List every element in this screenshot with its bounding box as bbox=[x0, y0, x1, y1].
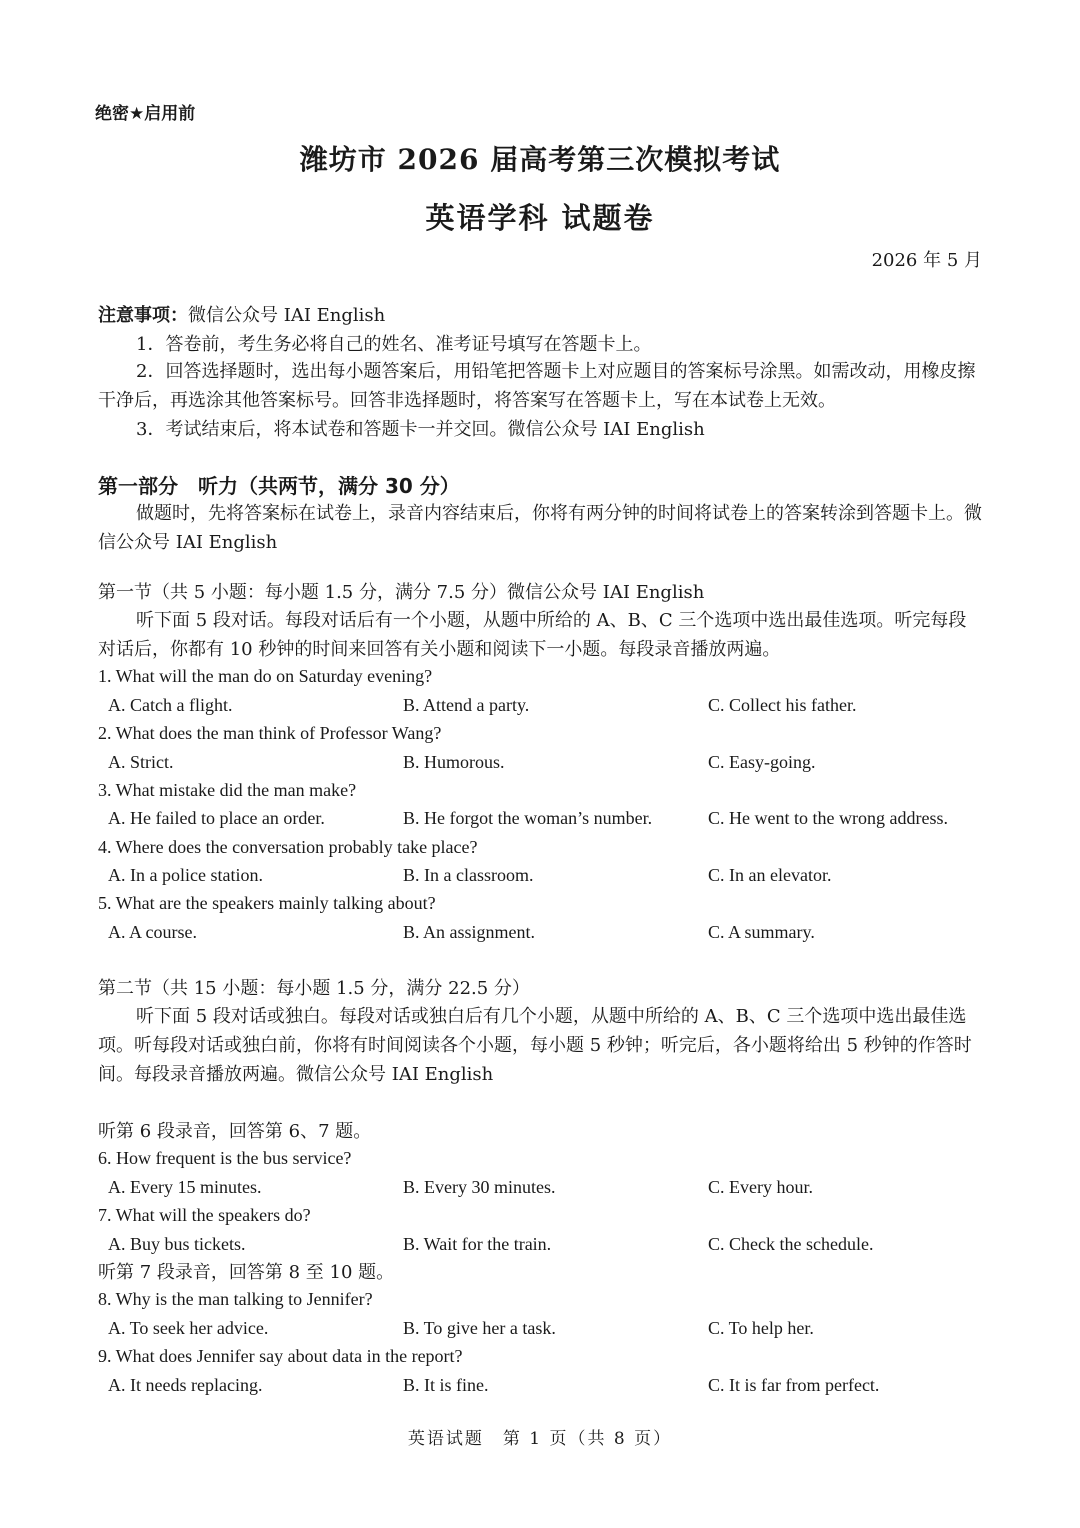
q3-option-b: B. He forgot the woman’s number. bbox=[403, 808, 653, 828]
question-7: 7. What will the speakers do? bbox=[98, 1205, 311, 1225]
exam-date: 2026 年 5 月 bbox=[871, 250, 982, 271]
notice-heading-line bbox=[98, 301, 983, 330]
q7-option-c: C. Check the schedule. bbox=[708, 1234, 874, 1254]
q7-option-b: B. Wait for the train. bbox=[403, 1234, 552, 1254]
section2-intro: 听下面 5 段对话或独白。每段对话或独白后有几个小题，从题中所给的 A、B、C 三个选项中选出最佳选项。听每段对话或独白前，你将有时间阅读各个小题，每小题 5 秒钟；听完后，各小题将给出 5 秒钟的作答时间。每段录音播放两遍。微信公众号 IAI English bbox=[98, 1006, 972, 1085]
exam-title: 潍坊市 2026 届高考第三次模拟考试 bbox=[299, 143, 781, 176]
question-1: 1. What will the man do on Saturday evening? bbox=[98, 666, 433, 686]
group6-instruction: 听第 6 段录音，回答第 6、7 题。 bbox=[98, 1121, 372, 1142]
q4-option-c: C. In an elevator. bbox=[708, 865, 832, 885]
q5-option-a: A. A course. bbox=[108, 922, 197, 942]
q9-option-b: B. It is fine. bbox=[403, 1375, 489, 1395]
q5-option-c: C. A summary. bbox=[708, 922, 815, 942]
question-8: 8. Why is the man talking to Jennifer? bbox=[98, 1289, 373, 1309]
group7-instruction: 听第 7 段录音，回答第 8 至 10 题。 bbox=[98, 1262, 395, 1283]
q9-option-c: C. It is far from perfect. bbox=[708, 1375, 880, 1395]
section2-heading: 第二节（共 15 小题：每小题 1.5 分，满分 22.5 分） bbox=[98, 978, 530, 999]
q6-option-c: C. Every hour. bbox=[708, 1177, 813, 1197]
part1-heading: 第一部分 听力（共两节，满分 30 分） bbox=[98, 474, 460, 498]
question-9: 9. What does Jennifer say about data in the report? bbox=[98, 1346, 463, 1366]
confidential-mark: 绝密★启用前 bbox=[95, 104, 196, 124]
q9-option-a: A. It needs replacing. bbox=[108, 1375, 263, 1395]
q8-option-b: B. To give her a task. bbox=[403, 1318, 556, 1338]
q8-option-c: C. To help her. bbox=[708, 1318, 814, 1338]
q3-option-c: C. He went to the wrong address. bbox=[708, 808, 948, 828]
q7-option-a: A. Buy bus tickets. bbox=[108, 1234, 246, 1254]
q2-option-b: B. Humorous. bbox=[403, 752, 505, 772]
notice-item-1: 1．答卷前，考生务必将自己的姓名、准考证号填写在答题卡上。 bbox=[136, 334, 652, 355]
part1-intro: 做题时，先将答案标在试卷上，录音内容结束后，你将有两分钟的时间将试卷上的答案转涂到答题卡上。微信公众号 IAI English bbox=[98, 503, 982, 553]
question-4: 4. Where does the conversation probably take place? bbox=[98, 837, 478, 857]
question-6: 6. How frequent is the bus service? bbox=[98, 1148, 352, 1168]
question-3: 3. What mistake did the man make? bbox=[98, 780, 357, 800]
notice-item-2: 2．回答选择题时，选出每小题答案后，用铅笔把答题卡上对应题目的答案标号涂黑。如需改动，用橡皮擦干净后，再选涂其他答案标号。回答非选择题时，将答案写在答题卡上，写在本试卷上无效。 bbox=[98, 361, 976, 411]
q5-option-b: B. An assignment. bbox=[403, 922, 536, 942]
q2-option-a: A. Strict. bbox=[108, 752, 174, 772]
q1-option-b: B. Attend a party. bbox=[403, 695, 530, 715]
q3-option-a: A. He failed to place an order. bbox=[108, 808, 325, 828]
q2-option-c: C. Easy-going. bbox=[708, 752, 816, 772]
q6-option-a: A. Every 15 minutes. bbox=[108, 1177, 262, 1197]
q4-option-b: B. In a classroom. bbox=[403, 865, 534, 885]
notice-heading-tag: 微信公众号 IAI English bbox=[188, 305, 386, 326]
notice-item-3: 3．考试结束后，将本试卷和答题卡一并交回。微信公众号 IAI English bbox=[136, 419, 705, 440]
q1-option-a: A. Catch a flight. bbox=[108, 695, 233, 715]
page-footer: 英语试题 第 1 页（共 8 页） bbox=[407, 1429, 673, 1449]
q4-option-a: A. In a police station. bbox=[108, 865, 263, 885]
question-2: 2. What does the man think of Professor Wang? bbox=[98, 723, 442, 743]
notice-heading: 注意事项： bbox=[98, 305, 188, 326]
section1-heading: 第一节（共 5 小题：每小题 1.5 分，满分 7.5 分）微信公众号 IAI English bbox=[98, 582, 705, 603]
q6-option-b: B. Every 30 minutes. bbox=[403, 1177, 556, 1197]
q1-option-c: C. Collect his father. bbox=[708, 695, 857, 715]
q8-option-a: A. To seek her advice. bbox=[108, 1318, 269, 1338]
question-5: 5. What are the speakers mainly talking about? bbox=[98, 893, 436, 913]
section1-intro: 听下面 5 段对话。每段对话后有一个小题，从题中所给的 A、B、C 三个选项中选出最佳选项。听完每段对话后，你都有 10 秒钟的时间来回答有关小题和阅读下一小题。每段录音播放两遍。 bbox=[98, 610, 967, 660]
exam-subtitle: 英语学科 试题卷 bbox=[425, 201, 655, 235]
